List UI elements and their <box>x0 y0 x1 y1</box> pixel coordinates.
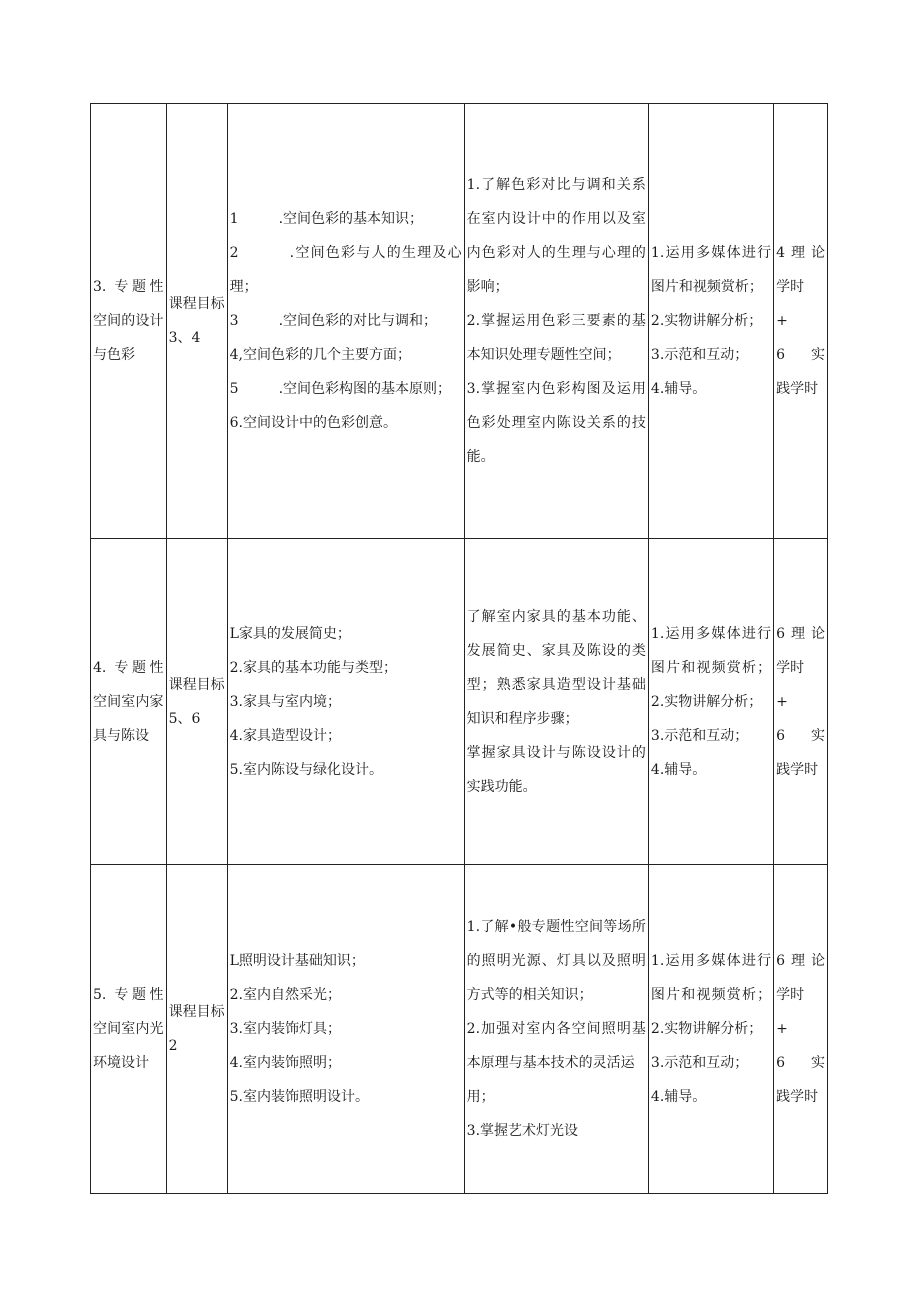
content-cell <box>227 865 464 1194</box>
requirements-cell <box>464 104 648 539</box>
content-item: 3 .空间色彩的对比与调和； <box>229 313 438 329</box>
topic-cell: 4. 专题性空间室内家具与陈设 <box>91 539 167 865</box>
methods-cell <box>648 539 773 865</box>
content-item: 2 .空间色彩与人的生理及心理； <box>229 245 462 295</box>
goal-cell: 课程目标5、6 <box>166 539 227 865</box>
content-item: 4,空间色彩的几个主要方面； <box>229 347 411 363</box>
topic-cell: 3. 专题性空间的设计与色彩 <box>91 104 167 539</box>
hours-theory: 6理论学时 <box>776 953 825 1003</box>
requirement-item: 了解室内家具的基本功能、发展简史、家具及陈设的类型；熟悉家具造型设计基础知识和程序步骤； <box>466 608 646 727</box>
methods-cell <box>648 104 773 539</box>
hours-cell <box>774 104 828 539</box>
hours-theory: 6理论学时 <box>776 625 825 676</box>
requirement-item: 1.了解•般专题性空间等场所的照明光源、灯具以及照明方式等的相关知识； <box>466 919 646 1003</box>
table-row <box>91 865 828 1194</box>
content-item: 4.室内装饰照明； <box>229 1055 341 1071</box>
method-item: 4.辅导。 <box>650 761 707 778</box>
content-item: 2.家具的基本功能与类型； <box>229 659 397 676</box>
requirements-cell <box>464 865 648 1194</box>
method-item: 1.运用多媒体进行图片和视频赏析； <box>650 245 772 295</box>
content-cell <box>227 539 464 865</box>
topic-cell: 5. 专题性空间室内光环境设计 <box>91 865 167 1194</box>
content-item: 6.空间设计中的色彩创意。 <box>229 415 397 431</box>
goal-cell: 课程目标3、4 <box>166 104 227 539</box>
table-row <box>91 539 828 865</box>
method-item: 2.实物讲解分析； <box>650 313 763 329</box>
content-item: 5 .空间色彩构图的基本原则； <box>229 381 452 397</box>
requirement-item: 3.掌握艺术灯光设 <box>466 1123 579 1139</box>
content-item: 3.室内装饰灯具； <box>229 1021 341 1037</box>
hours-practice: +6 实践学时 <box>776 693 825 778</box>
content-item: 4.家具造型设计； <box>229 727 341 744</box>
method-item: 3.示范和互动； <box>650 727 749 744</box>
method-item: 4.辅导。 <box>650 381 707 397</box>
requirement-item: 2.加强对室内各空间照明基本原理与基本技术的灵活运 <box>466 1021 646 1071</box>
hours-theory: 4理论学时 <box>776 245 825 295</box>
method-item: 1.运用多媒体进行图片和视频赏析；2.实物讲解分析； <box>650 953 772 1037</box>
content-cell <box>227 104 464 539</box>
content-item: 1 .空间色彩的基本知识； <box>229 211 424 227</box>
syllabus-table <box>90 103 828 1194</box>
content-item: L照明设计基础知识； <box>229 953 365 969</box>
content-item: 5.室内装饰照明设计。 <box>229 1089 369 1105</box>
methods-cell <box>648 865 773 1194</box>
requirement-item: 3.掌握室内色彩构图及运用色彩处理室内陈设关系的技能。 <box>466 381 646 465</box>
method-item: 3.示范和互动； <box>650 347 749 363</box>
goal-cell: 课程目标2 <box>166 865 227 1194</box>
requirement-item: 2.掌握运用色彩三要素的基本知识处理专题性空间； <box>466 313 646 363</box>
table-row <box>91 104 828 539</box>
hours-cell <box>774 865 828 1194</box>
content-item: 2.室内自然采光； <box>229 987 341 1003</box>
content-item: 5.室内陈设与绿化设计。 <box>229 761 383 778</box>
hours-practice: +6 实践学时 <box>776 1021 825 1105</box>
method-item: 3.示范和互动； <box>650 1055 749 1071</box>
requirement-item: 掌握家具设计与陈设设计的实践功能。 <box>466 744 646 795</box>
hours-practice: +6 实践学时 <box>776 313 825 397</box>
requirements-cell <box>464 539 648 865</box>
requirement-item: 1.了解色彩对比与调和关系在室内设计中的作用以及室内色彩对人的生理与心理的影响； <box>466 177 646 295</box>
method-item: 1.运用多媒体进行图片和视频赏析；2.实物讲解分析； <box>650 625 772 710</box>
requirement-item: 用； <box>466 1089 495 1105</box>
hours-cell <box>774 539 828 865</box>
content-item: 3.家具与室内境； <box>229 693 341 710</box>
content-item: L家具的发展简史； <box>229 625 351 642</box>
method-item: 4.辅导。 <box>650 1089 707 1105</box>
